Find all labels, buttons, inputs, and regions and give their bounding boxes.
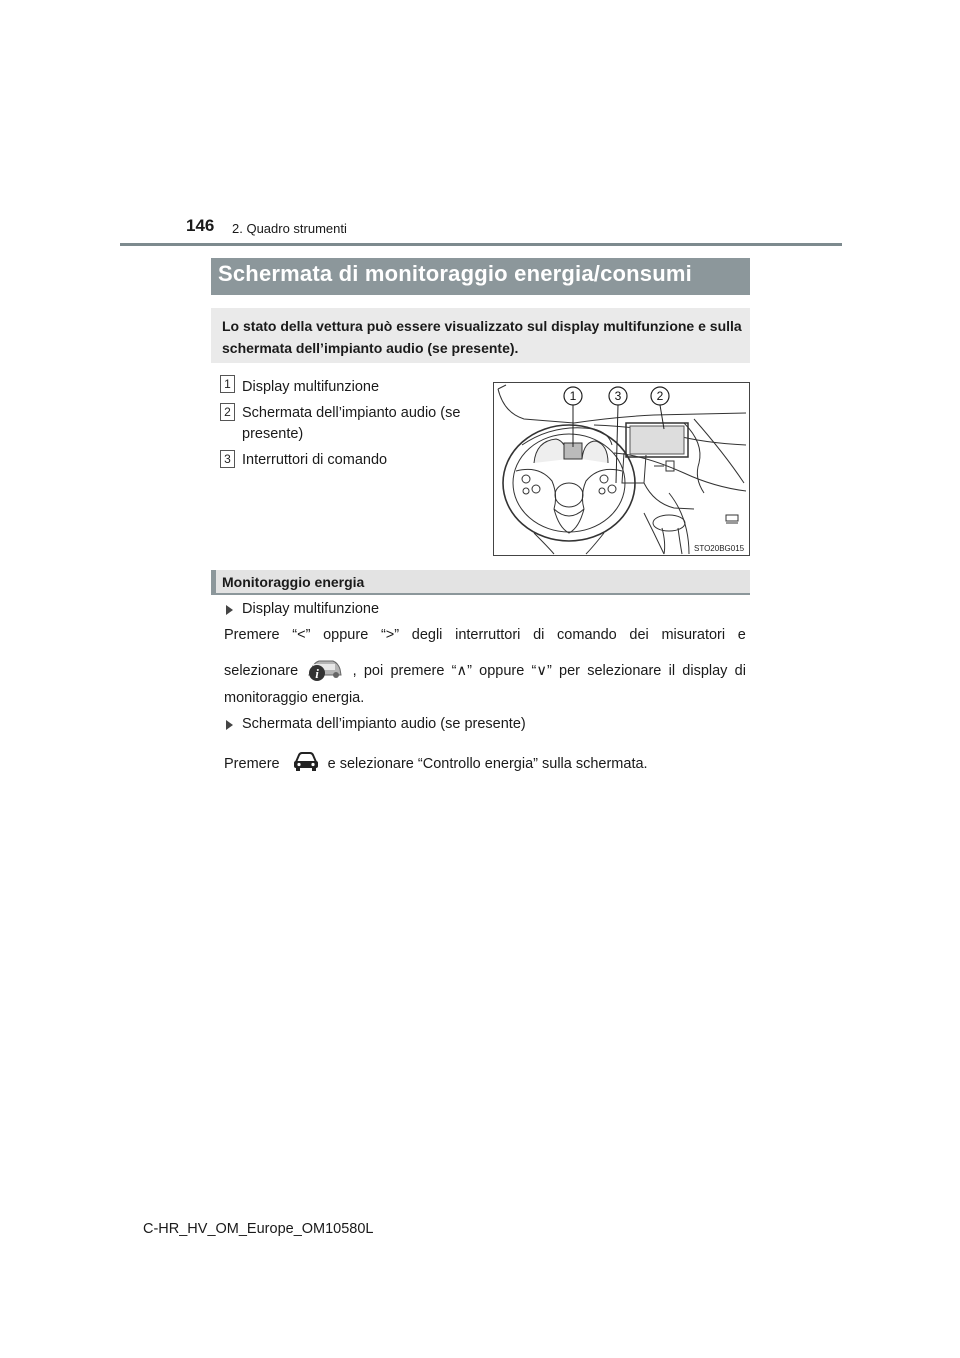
header-divider — [120, 243, 842, 246]
word: di — [734, 663, 746, 679]
dashboard-figure — [493, 382, 750, 556]
para1-line2 — [224, 656, 746, 686]
word: premere — [390, 663, 445, 679]
para1-line3: monitoraggio energia. — [224, 690, 365, 706]
word: degli — [411, 627, 443, 643]
figure-code: STO20BG015 — [694, 544, 745, 553]
page-number: 146 — [186, 216, 215, 235]
word: e — [737, 627, 746, 643]
word: per — [559, 663, 580, 679]
word: display — [682, 663, 728, 679]
word: selezionare — [587, 663, 662, 679]
vehicle-info-icon — [305, 655, 345, 687]
callout-text-2-line1: Schermata dell’impianto audio (se — [242, 405, 461, 421]
word: il — [668, 663, 676, 679]
figure-label-2: 2 — [656, 389, 664, 403]
section-title: Schermata di monitoraggio energia/consumi — [218, 261, 692, 286]
word: selezionare — [224, 663, 299, 679]
word: , — [352, 663, 357, 679]
figure-label-1: 1 — [569, 389, 577, 403]
word: misuratori — [661, 627, 726, 643]
word: “∨” — [531, 663, 552, 679]
word: dei — [629, 627, 649, 643]
intro-text: Lo stato della vettura può essere visualizzato sul display multifunzione e sulla schermata dell’impianto audio (se presente). — [222, 318, 742, 356]
word: “>” — [380, 627, 400, 643]
callout-badge-1: 1 — [220, 375, 235, 393]
para1-line1 — [224, 627, 746, 643]
word: comando — [557, 627, 617, 643]
figure-label-3: 3 — [614, 389, 622, 403]
dashboard-illustration — [494, 383, 749, 555]
callout-badge-3: 3 — [220, 450, 235, 468]
bullet-arrow-icon — [226, 605, 233, 615]
subsection-title: Monitoraggio energia — [222, 574, 365, 590]
bullet-audio: Schermata dell’impianto audio (se presente) — [242, 716, 526, 732]
para2 — [224, 750, 648, 778]
word: “∧” — [451, 663, 472, 679]
word: oppure — [479, 663, 525, 679]
word: di — [533, 627, 545, 643]
callout-text-1: Display multifunzione — [242, 379, 380, 395]
car-menu-icon — [292, 750, 320, 778]
bullet-arrow-icon — [226, 720, 233, 730]
bullet-display: Display multifunzione — [242, 601, 380, 617]
word: Premere — [224, 756, 280, 772]
word: poi — [363, 663, 384, 679]
svg-text:i: i — [315, 666, 320, 681]
callout-text-2-line2: presente) — [242, 426, 304, 442]
word: Premere — [224, 627, 280, 643]
word: oppure — [323, 627, 369, 643]
callout-badge-2: 2 — [220, 403, 235, 421]
word: “<” — [292, 627, 311, 643]
word: e selezionare “Controllo energia” sulla schermata. — [327, 756, 648, 772]
chapter-title: 2. Quadro strumenti — [232, 221, 347, 236]
document-id: C-HR_HV_OM_Europe_OM10580L — [143, 1221, 374, 1237]
word: interruttori — [455, 627, 521, 643]
callout-text-3: Interruttori di comando — [242, 452, 388, 468]
